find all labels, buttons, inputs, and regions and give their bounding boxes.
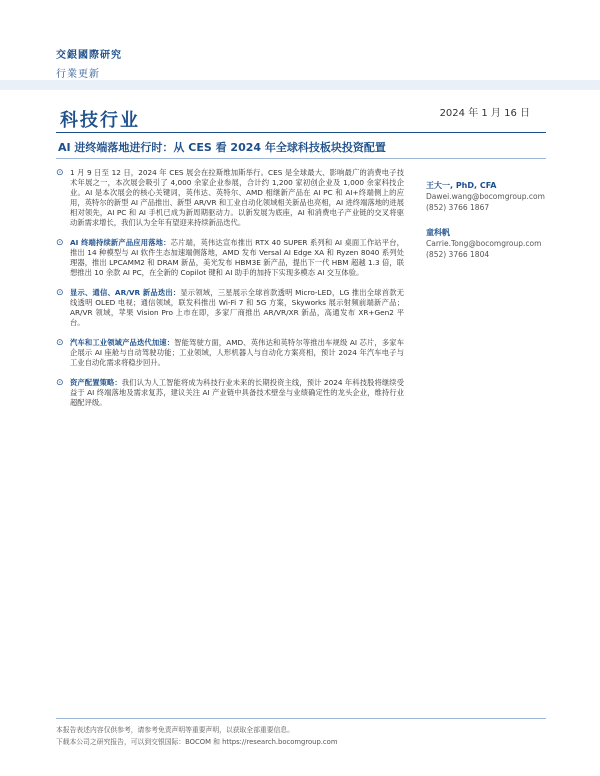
footer [56, 724, 337, 748]
analyst-email[interactable]: Dawei.wang@bocomgroup.com [426, 192, 545, 201]
analyst-phone: (852) 3766 1867 [426, 203, 490, 212]
paragraph [56, 378, 404, 408]
paragraph-text: 智能驾驶方面，AMD、英伟达和英特尔等推出车规级 AI 芯片，多家车企展示 AI 座舱与自动驾驶功能；工业领域，人形机器人与自动化方案亮相，预计 2024 年汽车电子与工业自动化需求将稳步回升。 [70, 338, 405, 367]
paragraph-lead: AI 终端持续新产品应用落地： [70, 238, 171, 247]
header-band [0, 80, 600, 90]
report-date: 2024 年 1 月 16 日 [439, 108, 530, 119]
paragraph-lead: 汽车和工业领域产品迭代加速： [70, 338, 175, 347]
footer-disclaimer: 本报告表述内容仅供参考，请参考免责声明等重要声明，以获取全部重要信息。 [56, 726, 294, 734]
paragraph-lead: 资产配置策略： [70, 378, 122, 387]
report-type: 行業更新 [56, 69, 100, 80]
analyst-name: 王大一, PhD, CFA [426, 181, 497, 190]
paragraph-text: 芯片端，英伟达宣布推出 RTX 40 SUPER 系列和 AI 桌面工作站平台，推出 14 种模型与 AI 软件生态加速端侧落地，AMD 发布 Versal AI Edge XA 和 Ryzen 8040 系列处理器，推出 LPCAMM2 和 DRAM 新品，美光发布 HBM3E 新产品，提出下一代 HBM 超越 1.3 倍，联想推出 10 余款 AI PC，在全新的 Copilot 键和 AI 助手的加持下实现多模态 AI 交互体验。 [70, 238, 404, 277]
paragraph-text: 我们认为人工智能将成为科技行业未来的长期投资主线，预计 2024 年科技股将继续受益于 AI 终端落地及需求复苏，建议关注 AI 产业链中具备技术壁垒与业绩确定性的龙头企业，维持行业超配评级。 [70, 378, 404, 407]
analyst-card [426, 180, 556, 213]
analyst-sidebar [426, 180, 556, 274]
headline: AI 进终端落地进行时：从 CES 看 2024 年全球科技板块投资配置 [58, 141, 386, 154]
analyst-phone: (852) 3766 1804 [426, 250, 490, 259]
divider [56, 158, 546, 159]
bullet-icon: ⊙ [56, 238, 64, 248]
paragraph-text: 1 月 9 日至 12 日，2024 年 CES 展会在拉斯维加斯举行。CES 是全球最大、影响最广的消费电子技术年展之一，本次展会吸引了 4,000 余家企业参展，合计约 1,200 家初创企业及 1,000 余家科技企业。AI 是本次展会的核心关键词，英伟达、英特尔、AMD 相继新产品在 AI PC 和 AI+终端侧上的应用，英特尔的新型 AI 产品推出、新型 AR/VR 和工业自动化领域相关新品也亮相，AI 进终端落地的进展相对领先，AI PC 和 AI 手机已成为新周期驱动力。以新发展为底座，AI 和消费电子产业链的交叉将驱动新需求增长，我们认为全年有望迎来持续新品迭代。 [70, 168, 404, 227]
footer-link[interactable]: 下载本公司之研究报告，可以到交银国际：BOCOM 和 https://research.bocomgroup.com [56, 738, 338, 746]
main-content [56, 168, 404, 418]
paragraph [56, 168, 404, 228]
paragraph [56, 238, 404, 278]
paragraph [56, 338, 404, 368]
analyst-card [426, 227, 556, 260]
divider [56, 132, 546, 133]
divider [56, 718, 546, 719]
section-title: 科技行业 [60, 110, 140, 131]
firm-name: 交銀國際研究 [56, 50, 122, 61]
paragraph-lead: 显示、通信、AR/VR 新品迭出： [70, 288, 181, 297]
firm-logo [56, 46, 122, 80]
bullet-icon: ⊙ [56, 378, 64, 388]
analyst-email[interactable]: Carrie.Tong@bocomgroup.com [426, 239, 542, 248]
analyst-name: 童科帆 [426, 228, 450, 237]
paragraph-text: 显示领域，三星展示全球首款透明 Micro-LED，LG 推出全球首款无线透明 OLED 电视；通信领域，联发科推出 Wi-Fi 7 和 5G 方案，Skyworks 展示射频前端新产品；AR/VR 领域，苹果 Vision Pro 上市在即，多家厂商推出 AR/VR/XR 新品，高通发布 XR+Gen2 平台。 [70, 288, 404, 327]
paragraph [56, 288, 404, 328]
bullet-icon: ⊙ [56, 338, 64, 348]
bullet-icon: ⊙ [56, 288, 64, 298]
bullet-icon: ⊙ [56, 168, 64, 178]
